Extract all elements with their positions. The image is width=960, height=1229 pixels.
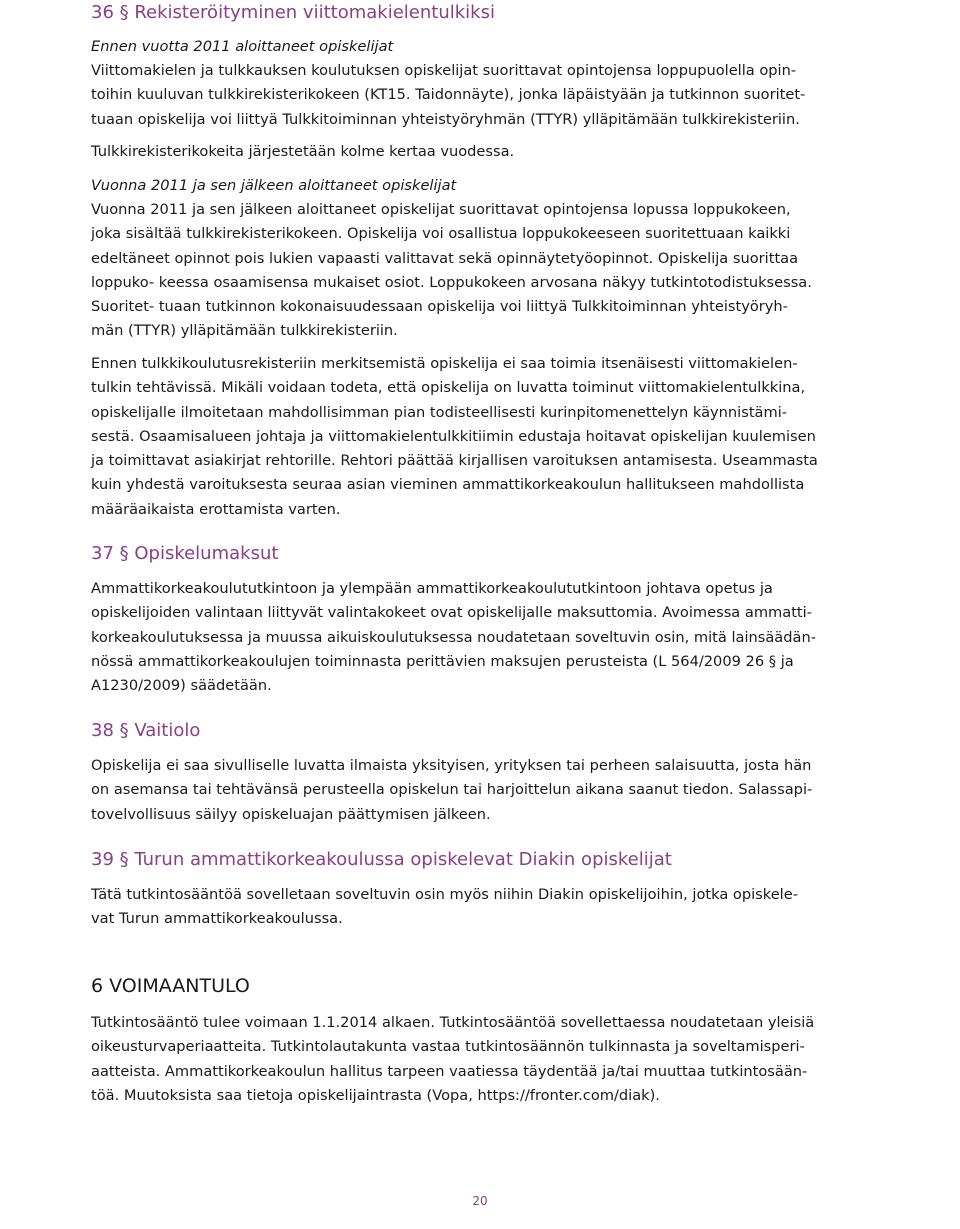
section-36-heading: 36 § Rekisteröityminen viittomakielentulkiksi [91,2,495,23]
section-36-paragraph-4: Ennen tulkkikoulutusrekisteriin merkitsemistä opiskelija ei saa toimia itsenäisesti viittomakielen- tulkin tehtävissä. Mikäli voidaan todeta, että opiskelija on luvatta toiminut viittomakielentulkkina, opiskelijalle ilmoitetaan mahdollisimman pian todisteellisesti kurinpitomenettelyn käynnistämi- sestä. Osaamisalueen johtaja ja viittomakielentulkkitiimin edustaja hoitavat opiskelijan kuulemisen ja toimittavat asiakirjat rehtorille. Rehtori päättää kirjallisen varoituksen antamisesta. Useammasta kuin yhdestä varoituksesta seuraa asian vieminen ammattikorkeakoulun hallitukseen mahdollista määräaikaista erottamista varten. [91,355,818,518]
section-36-paragraph-3: Vuonna 2011 ja sen jälkeen aloittaneet opiskelijat suorittavat opintojensa lopussa loppukokeen, joka sisältää tulkkirekisterikokeen. Opiskelija voi osallistua loppukokeeseen suoritettuaan kaikki edeltäneet opinnot pois lukien vapaasti valittavat sekä opinnäytetyöopinnot. Opiskelija suorittaa loppuko- keessa osaamisensa mukaiset osiot. Loppukokeen arvosana näkyy tutkintotodistuksessa. Suoritet- tuaan tutkinnon kokonaisuudessaan opiskelija voi liittyä Tulkkitoiminnan yhteistyöryh- män (TTYR) ylläpitämään tulkkirekisteriin. [91,201,812,340]
section-38-paragraph: Opiskelija ei saa sivulliselle luvatta ilmaista yksityisen, yrityksen tai perheen salaisuutta, josta hän on asemansa tai tehtävänsä perusteella opiskelun tai harjoittelun aikana saanut tiedon. Salassapi- tovelvollisuus säilyy opiskeluajan päättymisen jälkeen. [91,757,813,823]
section-37-paragraph: Ammattikorkeakoulututkintoon ja ylempään ammattikorkeakoulututkintoon johtava opetus ja opiskelijoiden valintaan liittyvät valintakokeet ovat opiskelijalle maksuttomia. Avoimessa ammatti- korkeakoulutuksessa ja muussa aikuiskoulutuksessa noudatetaan soveltuvin osin, mitä lainsäädän- nössä ammattikorkeakoulujen toiminnasta perittävien maksujen perusteista (L 564/2009 26 § ja A1230/2009) säädetään. [91,580,816,695]
section-37-heading: 37 § Opiskelumaksut [91,543,279,564]
section-36-paragraph-2: Tulkkirekisterikokeita järjestetään kolme kertaa vuodessa. [91,143,515,160]
section-36-subheading-before-2011: Ennen vuotta 2011 aloittaneet opiskelijat [91,38,394,55]
chapter-6-heading: 6 VOIMAANTULO [91,975,250,997]
section-36-paragraph-1: Viittomakielen ja tulkkauksen koulutuksen opiskelijat suorittavat opintojensa loppupuolella opin- toihin kuuluvan tulkkirekisterikokeen (KT15. Taidonnäyte), jonka läpäistyään ja tutkinnon suoritet- tuaan opiskelija voi liittyä Tulkkitoiminnan yhteistyöryhmän (TTYR) ylläpitämään tulkkirekisteriin. [91,62,806,128]
section-36-subheading-from-2011: Vuonna 2011 ja sen jälkeen aloittaneet opiskelijat [91,177,457,194]
section-39-paragraph: Tätä tutkintosääntöä sovelletaan soveltuvin osin myös niihin Diakin opiskelijoihin, jotka opiskele- vat Turun ammattikorkeakoulussa. [91,886,798,928]
chapter-6-paragraph: Tutkintosääntö tulee voimaan 1.1.2014 alkaen. Tutkintosääntöä sovellettaessa noudatetaan yleisiä oikeusturvaperiaatteita. Tutkintolautakunta vastaa tutkintosäännön tulkinnasta ja soveltamisperi- aatteista. Ammattikorkeakoulun hallitus tarpeen vaatiessa täydentää ja/tai muuttaa tutkintosään- töä. Muutoksista saa tietoja opiskelijaintrasta (Vopa, https://fronter.com/diak). [91,1014,815,1104]
section-39-heading: 39 § Turun ammattikorkeakoulussa opiskelevat Diakin opiskelijat [91,849,672,870]
section-38-heading: 38 § Vaitiolo [91,720,201,741]
page-number: 20 [472,1194,488,1208]
